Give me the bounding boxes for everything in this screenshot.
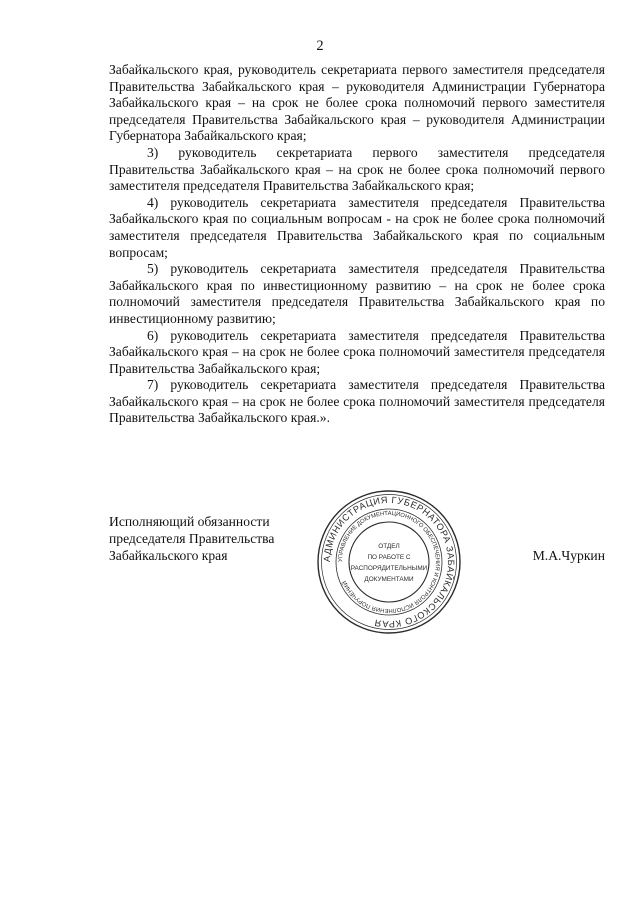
seal-center-line: РАСПОРЯДИТЕЛЬНЫМИ (350, 565, 428, 572)
list-item-7: 7) руководитель секретариата заместителя председателя Правительства Забайкальского края – на срок не более срока полномочий заместителя председателя Правительства Забайкальского края.». (109, 377, 605, 426)
document-body (109, 62, 605, 427)
position-line: Забайкальского края (109, 548, 228, 563)
list-item-6: 6) руководитель секретариата заместителя председателя Правительства Забайкальского края – на срок не более срока полномочий заместителя председателя Правительства Забайкальского края; (109, 327, 605, 376)
seal-center-line: ОТДЕЛ (378, 543, 400, 550)
list-item-4: 4) руководитель секретариата заместителя председателя Правительства Забайкальского края по социальным вопросам - на срок не более срока полномочий заместителя председателя Правительства Забайкальского края по социальным вопросам; (109, 194, 605, 260)
signatory-name: М.А.Чуркин (532, 548, 605, 563)
official-seal (315, 488, 463, 636)
paragraph-continuation: Забайкальского края, руководитель секретариата первого заместителя председателя Правительства Забайкальского края – руководителя Администрации Губернатора Забайкальского края – на срок не более срока полномочий первого заместителя председателя Правительства Забайкальского края – руководителя Администрации Губернатора Забайкальского края; (109, 62, 605, 144)
seal-center-line: ПО РАБОТЕ С (367, 554, 411, 561)
position-line: председателя Правительства (109, 531, 275, 546)
signatory-position (109, 513, 274, 564)
position-line: Исполняющий обязанности (109, 514, 270, 529)
seal-inner-text: УПРАВЛЕНИЕ ДОКУМЕНТАЦИОННОГО ОБЕСПЕЧЕНИЯ И КОНТРОЛЯ ИСПОЛНЕНИЯ ПОРУЧЕНИЙ (337, 510, 441, 614)
list-item-5: 5) руководитель секретариата заместителя председателя Правительства Забайкальского края по инвестиционному развитию – на срок не более срока полномочий заместителя председателя Правительства Забайкальского края по инвестиционному развитию; (109, 261, 605, 326)
page-number: 2 (316, 38, 324, 54)
seal-center-line: ДОКУМЕНТАМИ (364, 576, 414, 583)
list-item-3: 3) руководитель секретариата первого заместителя председателя Правительства Забайкальского края – на срок не более срока полномочий первого заместителя председателя Правительства Забайкальского края; (109, 144, 605, 194)
seal-outer-text: АДМИНИСТРАЦИЯ ГУБЕРНАТОРА ЗАБАЙКАЛЬСКОГО КРАЯ (321, 494, 457, 630)
